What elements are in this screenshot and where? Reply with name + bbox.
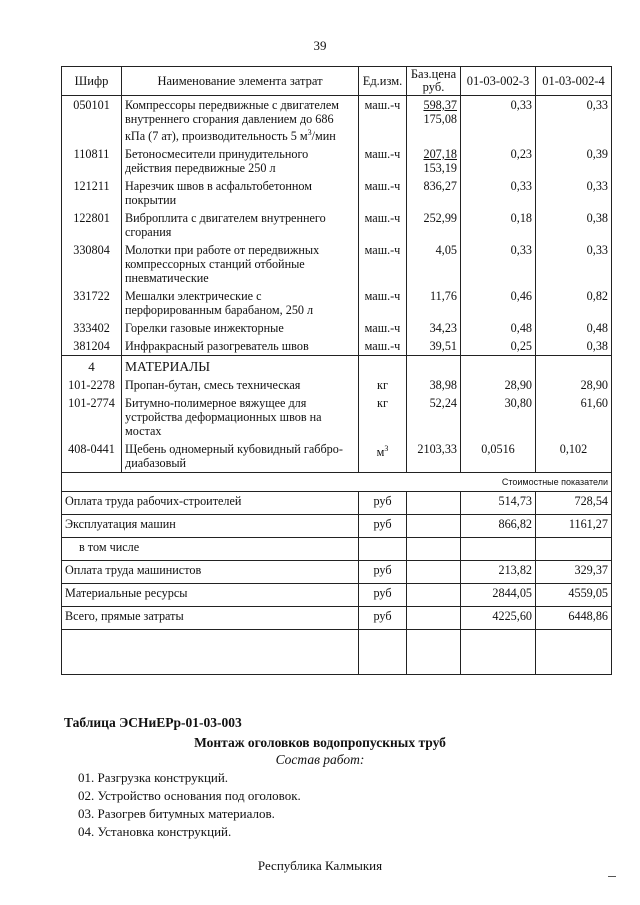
- table-row: [62, 394, 612, 440]
- table-row: [62, 209, 612, 241]
- row-price: 52,24: [407, 394, 461, 440]
- summary-value-3: 514,73: [461, 492, 536, 515]
- table-row: [62, 96, 612, 146]
- summary-value-4: 4559,05: [536, 584, 612, 607]
- row-price-primary: 207,18: [423, 147, 457, 162]
- page-number: 39: [313, 38, 327, 53]
- row-value-3: 0,25: [461, 337, 536, 356]
- row-price: 11,76: [407, 287, 461, 319]
- row-value-3: 0,33: [461, 241, 536, 287]
- row-code: 101-2774: [62, 394, 122, 440]
- row-value-3: 0,23: [461, 145, 536, 177]
- header-price: Баз.цена руб.: [407, 67, 461, 96]
- header-code: Шифр: [62, 67, 122, 96]
- summary-row: [62, 607, 612, 630]
- row-unit: маш.-ч: [359, 337, 407, 356]
- row-code: 101-2278: [62, 376, 122, 394]
- row-value-3: 0,33: [461, 177, 536, 209]
- row-value-4: 0,33: [536, 177, 612, 209]
- row-code: 110811: [62, 145, 122, 177]
- table-row: [62, 177, 612, 209]
- row-name: Бетоносмесители принудительного действия передвижные 250 л: [122, 145, 359, 177]
- row-name: Виброплита с двигателем внутреннего сгорания: [122, 209, 359, 241]
- header-col-3: 01-03-002-3: [461, 67, 536, 96]
- row-name: Мешалки электрические с перфорированным барабаном, 250 л: [122, 287, 359, 319]
- row-unit: маш.-ч: [359, 96, 407, 146]
- row-code: 333402: [62, 319, 122, 337]
- row-name: Инфракрасный разогреватель швов: [122, 337, 359, 356]
- table-row: [62, 287, 612, 319]
- row-value-3: 0,18: [461, 209, 536, 241]
- row-unit: маш.-ч: [359, 241, 407, 287]
- work-composition-heading: Состав работ:: [275, 752, 365, 767]
- row-price: [407, 96, 461, 146]
- summary-value-4: 1161,27: [536, 515, 612, 538]
- table-row: [62, 145, 612, 177]
- table-row: [62, 319, 612, 337]
- table-title: Таблица ЭСНиЕРр-01-03-003: [64, 715, 242, 730]
- row-name: Пропан-бутан, смесь техническая: [122, 376, 359, 394]
- header-unit: Ед.изм.: [359, 67, 407, 96]
- row-price: 34,23: [407, 319, 461, 337]
- row-name: Щебень одномерный кубовидный габбро-диабазовый: [122, 440, 359, 473]
- row-code: 121211: [62, 177, 122, 209]
- cost-label: Стоимостные показатели: [62, 473, 612, 492]
- summary-unit: руб: [359, 561, 407, 584]
- summary-filler-row: [62, 630, 612, 675]
- footer-region: Республика Калмыкия: [257, 858, 383, 873]
- table-subtitle: Монтаж оголовков водопропускных труб: [194, 735, 446, 750]
- work-item: 01. Разгрузка конструкций.: [78, 770, 229, 785]
- row-unit: маш.-ч: [359, 209, 407, 241]
- row-value-4: 28,90: [536, 376, 612, 394]
- row-name: Битумно-полимерное вяжущее для устройства деформационных швов на мостах: [122, 394, 359, 440]
- table-row: [62, 337, 612, 356]
- summary-value-3: 866,82: [461, 515, 536, 538]
- header-name: Наименование элемента затрат: [122, 67, 359, 96]
- row-name: Компрессоры передвижные с двигателем внутреннего сгорания давлением до 686 кПа (7 ат), производительность 5 $м^3$/мин: [122, 96, 359, 146]
- row-unit: кг: [359, 376, 407, 394]
- summary-value-4: 728,54: [536, 492, 612, 515]
- row-price: 252,99: [407, 209, 461, 241]
- summary-value-3: 2844,05: [461, 584, 536, 607]
- row-price: 2103,33: [407, 440, 461, 473]
- summary-row: [62, 538, 612, 561]
- row-value-4: 0,33: [536, 241, 612, 287]
- row-code: 408-0441: [62, 440, 122, 473]
- summary-label: Материальные ресурсы: [62, 584, 359, 607]
- row-value-4: 0,39: [536, 145, 612, 177]
- summary-row: [62, 492, 612, 515]
- row-price: 39,51: [407, 337, 461, 356]
- work-item: 02. Устройство основания под оголовок.: [78, 788, 301, 803]
- summary-label: Оплата труда машинистов: [62, 561, 359, 584]
- summary-label: Оплата труда рабочих-строителей: [62, 492, 359, 515]
- work-item: 04. Установка конструкций.: [78, 824, 232, 839]
- row-value-4: 0,33: [536, 96, 612, 146]
- row-value-4: 61,60: [536, 394, 612, 440]
- row-price: [407, 145, 461, 177]
- row-value-3: 0,46: [461, 287, 536, 319]
- summary-unit: руб: [359, 607, 407, 630]
- row-price-secondary: 153,19: [423, 161, 457, 176]
- summary-label: Всего, прямые затраты: [62, 607, 359, 630]
- row-value-4: 0,102: [536, 440, 612, 473]
- scan-mark: [608, 876, 616, 877]
- table-row: [62, 440, 612, 473]
- row-unit: маш.-ч: [359, 319, 407, 337]
- row-value-4: 0,48: [536, 319, 612, 337]
- summary-value-3: 4225,60: [461, 607, 536, 630]
- row-name: Горелки газовые инжекторные: [122, 319, 359, 337]
- row-price: 4,05: [407, 241, 461, 287]
- row-price: 38,98: [407, 376, 461, 394]
- row-unit: маш.-ч: [359, 177, 407, 209]
- summary-unit: руб: [359, 515, 407, 538]
- row-value-4: 0,82: [536, 287, 612, 319]
- row-value-3: 28,90: [461, 376, 536, 394]
- summary-value-4: 6448,86: [536, 607, 612, 630]
- row-code: 381204: [62, 337, 122, 356]
- row-code: 331722: [62, 287, 122, 319]
- row-value-4: 0,38: [536, 209, 612, 241]
- row-unit: кг: [359, 394, 407, 440]
- summary-row: [62, 515, 612, 538]
- row-value-4: 0,38: [536, 337, 612, 356]
- resource-table: [61, 66, 612, 675]
- row-code: 330804: [62, 241, 122, 287]
- header-col-4: 01-03-002-4: [536, 67, 612, 96]
- row-value-3: 30,80: [461, 394, 536, 440]
- summary-value-3: 213,82: [461, 561, 536, 584]
- section-number: 4: [62, 356, 122, 377]
- row-value-3: 0,0516: [461, 440, 536, 473]
- summary-row: [62, 561, 612, 584]
- row-code: 050101: [62, 96, 122, 146]
- summary-unit: руб: [359, 584, 407, 607]
- row-price-primary: 598,37: [423, 98, 457, 112]
- summary-row: [62, 584, 612, 607]
- row-price: 836,27: [407, 177, 461, 209]
- row-value-3: 0,48: [461, 319, 536, 337]
- row-value-3: 0,33: [461, 96, 536, 146]
- table-row: [62, 241, 612, 287]
- row-name: Нарезчик швов в асфальтобетонном покрытии: [122, 177, 359, 209]
- row-price-secondary: 175,08: [423, 112, 457, 126]
- work-item: 03. Разогрев битумных материалов.: [78, 806, 275, 821]
- cost-label-row: [62, 473, 612, 492]
- summary-value-4: 329,37: [536, 561, 612, 584]
- table-row: [62, 376, 612, 394]
- row-code: 122801: [62, 209, 122, 241]
- section-row: [62, 356, 612, 377]
- row-unit: маш.-ч: [359, 145, 407, 177]
- row-unit: $м^3$: [359, 440, 407, 473]
- summary-label: в том числе: [62, 538, 359, 561]
- row-unit: маш.-ч: [359, 287, 407, 319]
- summary-unit: руб: [359, 492, 407, 515]
- table-header-row: [62, 67, 612, 96]
- section-title: МАТЕРИАЛЫ: [122, 356, 359, 377]
- summary-label: Эксплуатация машин: [62, 515, 359, 538]
- row-name: Молотки при работе от передвижных компрессорных станций отбойные пневматические: [122, 241, 359, 287]
